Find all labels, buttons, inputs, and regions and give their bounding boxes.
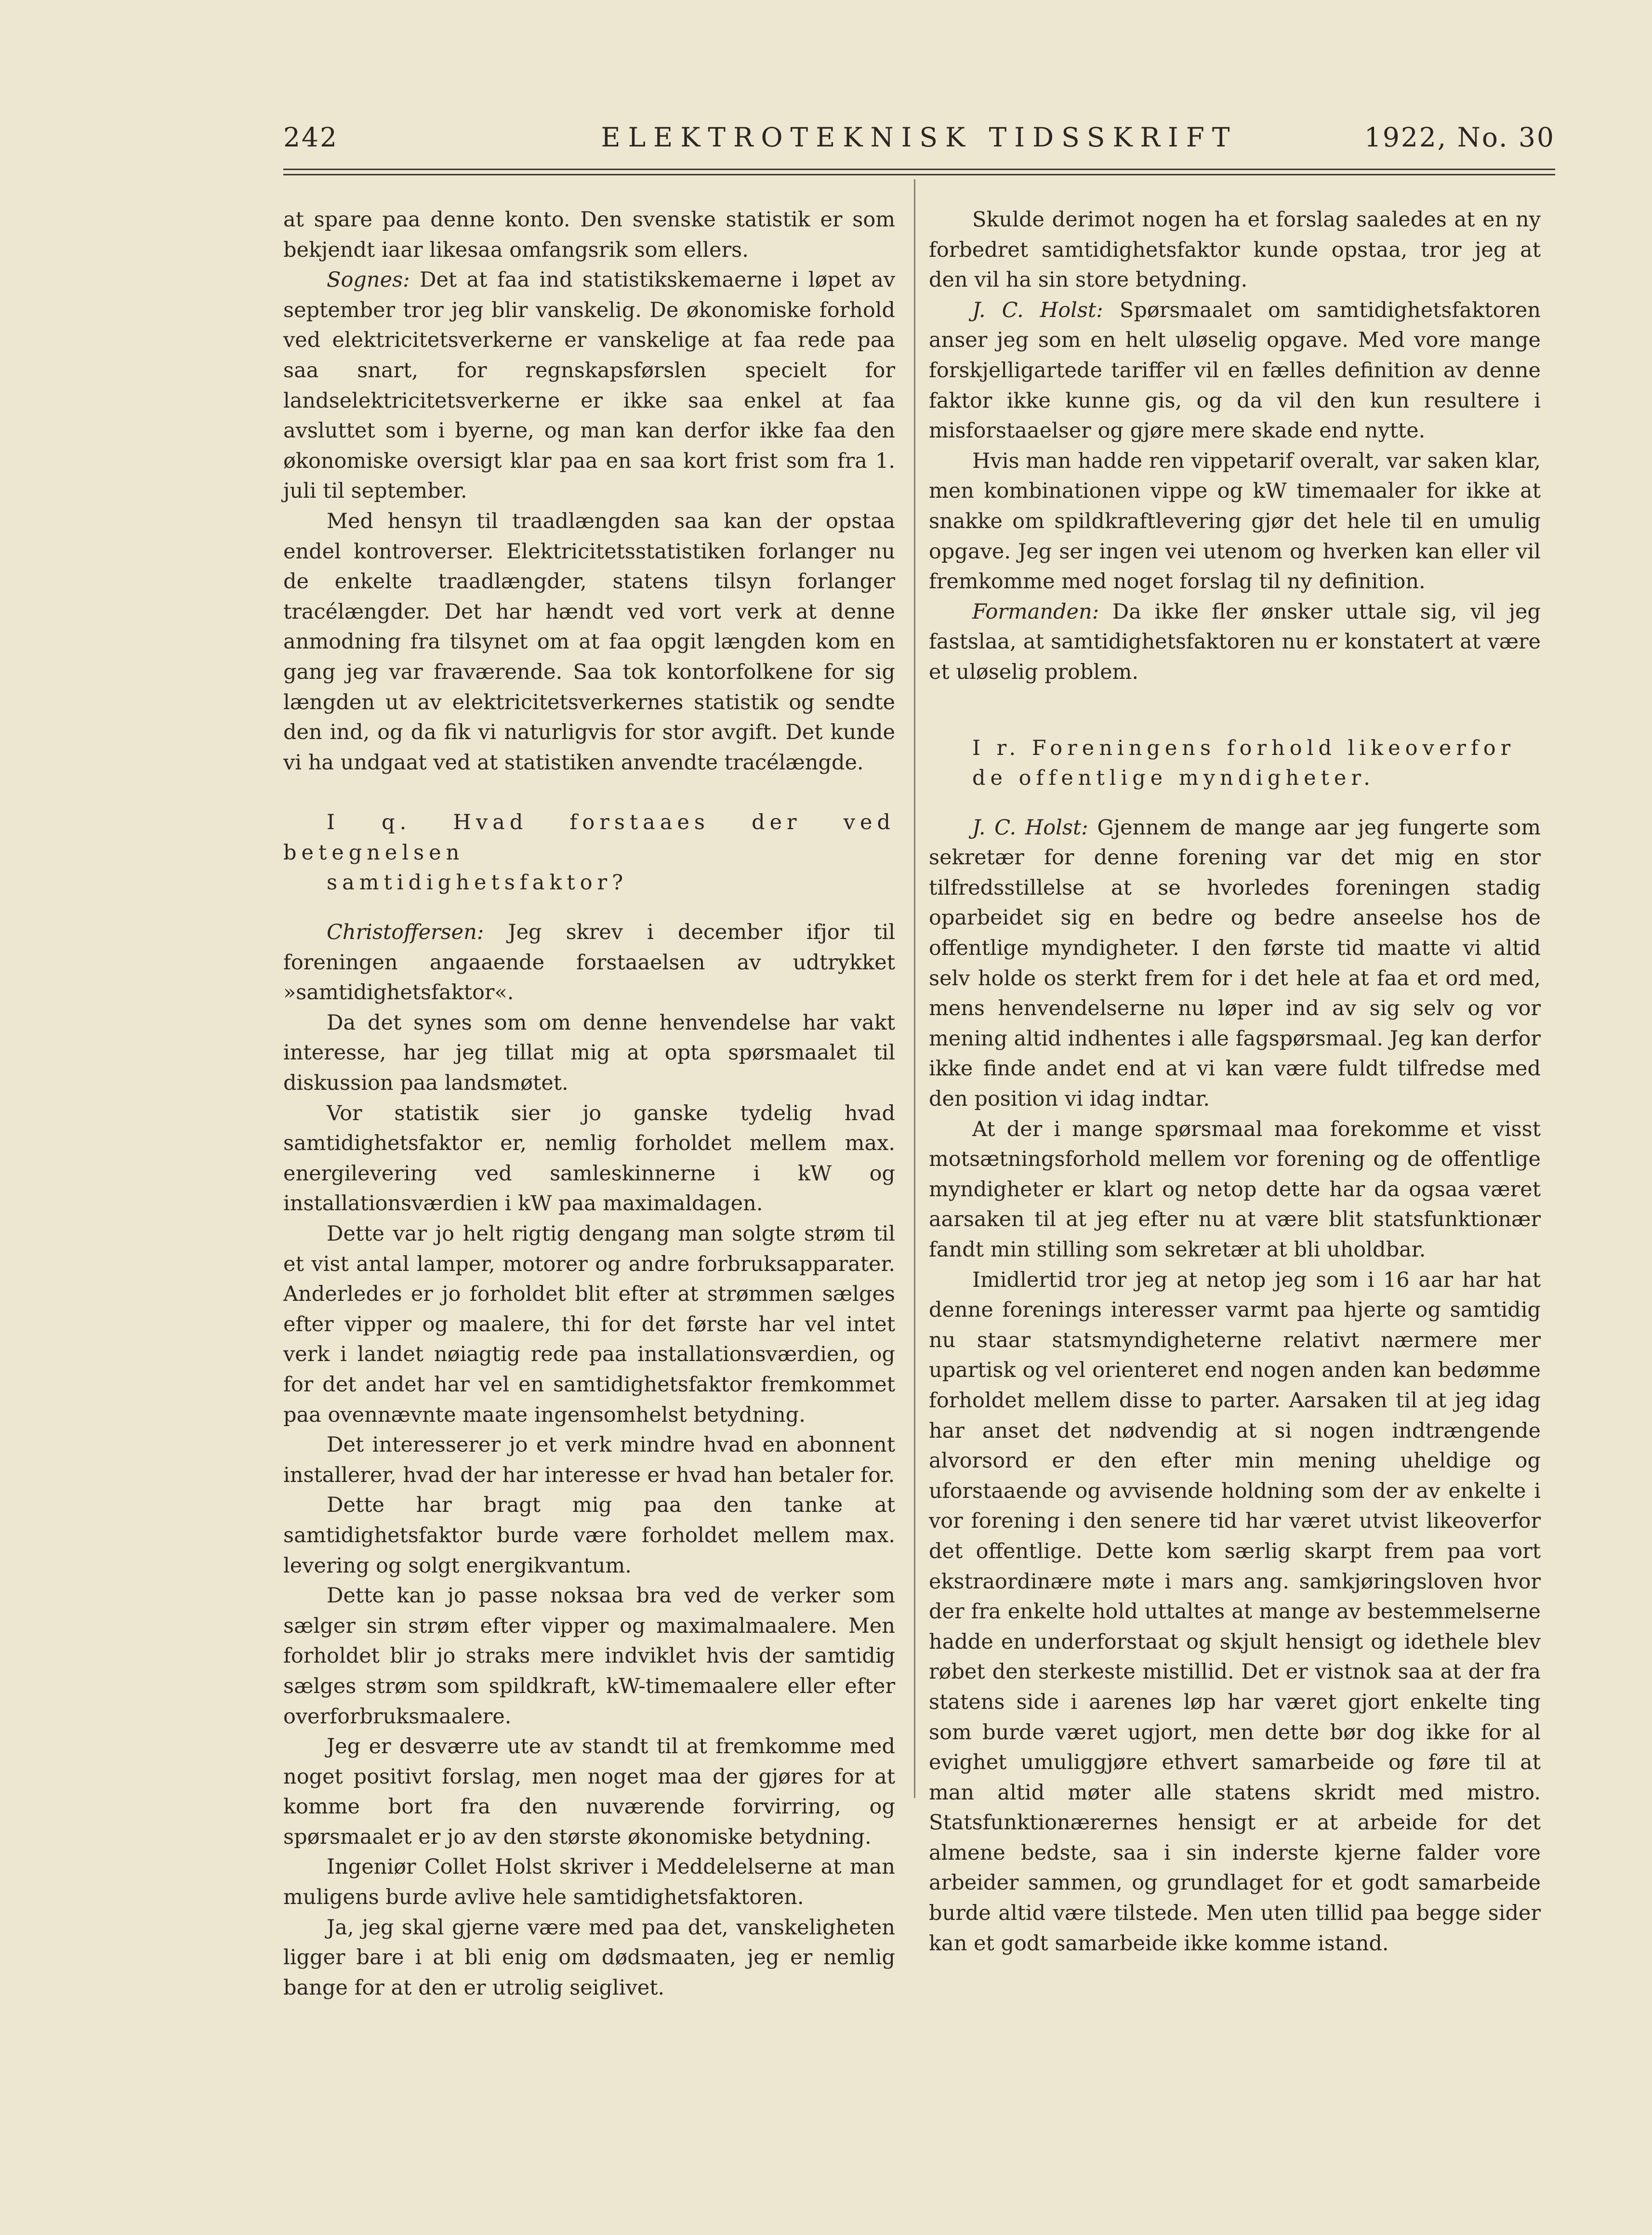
speaker-name: Sognes: bbox=[327, 268, 410, 292]
speaker-name: J. C. Holst: bbox=[972, 815, 1088, 840]
speaker-name: J. C. Holst: bbox=[972, 298, 1103, 322]
paragraph: Ja, jeg skal gjerne være med paa det, vanskeligheten ligger bare i at bli enig om dødsmaaten, jeg er nemlig bange for at den er utrolig seiglivet. bbox=[283, 1915, 895, 2000]
paragraph: Da det synes som om denne henvendelse har vakt interesse, har jeg tillat mig at opta spørsmaalet til diskussion paa landsmøtet. bbox=[283, 1010, 895, 1096]
header-double-rule bbox=[283, 169, 1555, 175]
right-column bbox=[929, 205, 1541, 1958]
paragraph bbox=[929, 597, 1541, 688]
paragraph: Dette har bragt mig paa den tanke at samtidighetsfaktor burde være forholdet mellem max. levering og solgt energikvantum. bbox=[283, 1493, 895, 1578]
section-heading: I q. Hvad forstaaes der ved betegnelsen bbox=[283, 810, 895, 865]
paragraph: at spare paa denne konto. Den svenske statistik er som bekjendt iaar likesaa omfangsrik som ellers. bbox=[283, 208, 895, 262]
paragraph bbox=[929, 295, 1541, 446]
paragraph-text: Jeg skrev i december ifjor til foreningen angaaende forstaaelsen av udtrykket »samtidighetsfaktor«. bbox=[283, 920, 895, 1005]
paragraph: Hvis man hadde ren vippetarif overalt, var saken klar, men kombinationen vippe og kW timemaaler for ikke at snakke om spildkraftlevering gjør det hele til en umulig opgave. Jeg ser ingen vei utenom og hverken kan eller vil fremkomme med noget forslag til ny definition. bbox=[929, 449, 1541, 594]
page-number: 242 bbox=[283, 122, 338, 153]
section-heading: I r. Foreningens forhold likeoverfor bbox=[972, 736, 1516, 760]
left-column bbox=[283, 205, 895, 2003]
column-divider bbox=[914, 179, 915, 1798]
paragraph: Skulde derimot nogen ha et forslag saaledes at en ny forbedret samtidighetsfaktor kunde opstaa, tror jeg at den vil ha sin store betydning. bbox=[929, 208, 1541, 292]
journal-title: ELEKTROTEKNISK TIDSSKRIFT bbox=[601, 122, 1238, 153]
paragraph: Imidlertid tror jeg at netop jeg som i 16 aar har hat denne forenings interesser varmt paa hjerte og samtidig nu staar statsmyndigheterne relativt nærmere mer upartisk og vel orienteret end nogen anden kan bedømme forholdet mellem disse to parter. Aarsaken til at jeg idag har anset det nødvendig at si nogen indtrængende alvorsord er den efter min mening uheldige og uforstaaende og avvisende holdning som der av enkelte i vor forening i den senere tid har været utvist likeoverfor det offentlige. Dette kom særlig skarpt frem paa vort ekstraordinære møte i mars ang. samkjøringsloven hvor der fra enkelte hold uttaltes at mange av bestemmelserne hadde en underforstaat og skjult hensigt og idethele blev røbet den sterkeste mistillid. Det er vistnok saa at der fra statens side i aarenes løp har været gjort enkelte ting som burde været ugjort, men dette bør dog ikke for al evighet umuliggjøre ethvert samarbeide og føre til at man altid møter alle statens skridt med mistro. Statsfunktionærernes hensigt er at arbeide for det almene bedste, saa i sin inderste kjerne falder vore arbeider sammen, og grundlaget for et godt samarbeide burde altid være tilstede. Men uten tillid paa begge sider kan et godt samarbeide ikke komme istand. bbox=[929, 1268, 1541, 1956]
issue-label: 1922, No. 30 bbox=[1364, 122, 1555, 153]
paragraph: At der i mange spørsmaal maa forekomme et visst motsætningsforhold mellem vor forening og de offentlige myndigheter er klart og netop dette har da ogsaa været aarsaken til at jeg efter nu at være blit statsfunktionær fandt min stilling som sekretær at bli uholdbar. bbox=[929, 1117, 1541, 1262]
section-heading: samtidighetsfaktor? bbox=[327, 871, 628, 895]
running-header bbox=[283, 113, 1555, 157]
paragraph: Dette var jo helt rigtig dengang man solgte strøm til et vist antal lamper, motorer og andre forbruksapparater. Anderledes er jo forholdet blit efter at strømmen sælges efter vipper og maalere, thi for det første har vel intet verk i landet nøiagtig rede paa installationsværdien, og for det andet har vel en samtidighetsfaktor fremkommet paa ovennævnte maate ingensomhelst betydning. bbox=[283, 1222, 895, 1427]
paragraph bbox=[283, 917, 895, 1008]
paragraph: Vor statistik sier jo ganske tydelig hvad samtidighetsfaktor er, nemlig forholdet mellem max. energilevering ved samleskinnerne i kW og installationsværdien i kW paa maximaldagen. bbox=[283, 1101, 895, 1216]
paragraph bbox=[929, 813, 1541, 1114]
section-heading: de offentlige myndigheter. bbox=[972, 766, 1375, 791]
paragraph: Dette kan jo passe noksaa bra ved de verker som sælger sin strøm efter vipper og maximalmaalere. Men forholdet blir jo straks mere indviklet hvis der samtidig sælges strøm som spildkraft, kW-timemaalere eller efter overforbruksmaalere. bbox=[283, 1584, 895, 1729]
paragraph-text: Det at faa ind statistikskemaerne i løpet av september tror jeg blir vanskelig. De økonomiske forhold ved elektricitetsverkerne er vanskelige at faa rede paa saa snart, for regnskapsførslen specielt for landselektricitetsverkerne er ikke saa enkel at faa avsluttet som i byerne, og man kan derfor ikke faa den økonomiske oversigt klar paa en saa kort frist som fra 1. juli til september. bbox=[283, 268, 895, 503]
speaker-name: Formanden: bbox=[972, 599, 1099, 624]
paragraph: Med hensyn til traadlængden saa kan der opstaa endel kontroverser. Elektricitetsstatistiken forlanger nu de enkelte traadlængder, statens tilsyn forlanger tracélængder. Det har hændt ved vort verk at denne anmodning fra tilsynet om at faa opgit længden kom en gang jeg var fraværende. Saa tok kontorfolkene for sig længden ut av elektricitetsverkernes statistik og sendte den ind, og da fik vi naturligvis for stor avgift. Det kunde vi ha undgaat ved at statistiken anvendte tracélængde. bbox=[283, 509, 895, 775]
paragraph: Ingeniør Collet Holst skriver i Meddelelserne at man muligens burde avlive hele samtidighetsfaktoren. bbox=[283, 1855, 895, 1910]
speaker-name: Christoffersen: bbox=[327, 920, 484, 945]
paragraph: Jeg er desværre ute av standt til at fremkomme med noget positivt forslag, men noget maa der gjøres for at komme bort fra den nuværende forvirring, og spørsmaalet er jo av den største økonomiske betydning. bbox=[283, 1734, 895, 1849]
paragraph bbox=[283, 265, 895, 506]
paragraph-text: Spørsmaalet om samtidighetsfaktoren anser jeg som en helt uløselig opgave. Med vore mange forskjelligartede tariffer vil en fælles definition av denne faktor ikke kunne gis, og da vil den kun resultere i misforstaaelser og gjøre mere skade end nytte. bbox=[929, 298, 1541, 443]
paragraph-text: Da ikke fler ønsker uttale sig, vil jeg fastslaa, at samtidighetsfaktoren nu er konstatert at være et uløselig problem. bbox=[929, 599, 1541, 684]
paragraph: Det interesserer jo et verk mindre hvad en abonnent installerer, hvad der har interesse er hvad han betaler for. bbox=[283, 1433, 895, 1487]
paragraph-text: Gjennem de mange aar jeg fungerte som sekretær for denne forening var det mig en stor tilfredsstillelse at se hvorledes foreningen stadig oparbeidet sig en bedre og bedre anseelse hos de offentlige myndigheter. I den første tid maatte vi altid selv holde os sterkt frem for i det hele at faa et ord med, mens henvendelserne nu løper ind av sig selv og vor mening altid indhentes i alle fagspørsmaal. Jeg kan derfor ikke finde andet end at vi kan være fuldt tilfredse med den position vi idag indtar. bbox=[929, 815, 1541, 1111]
